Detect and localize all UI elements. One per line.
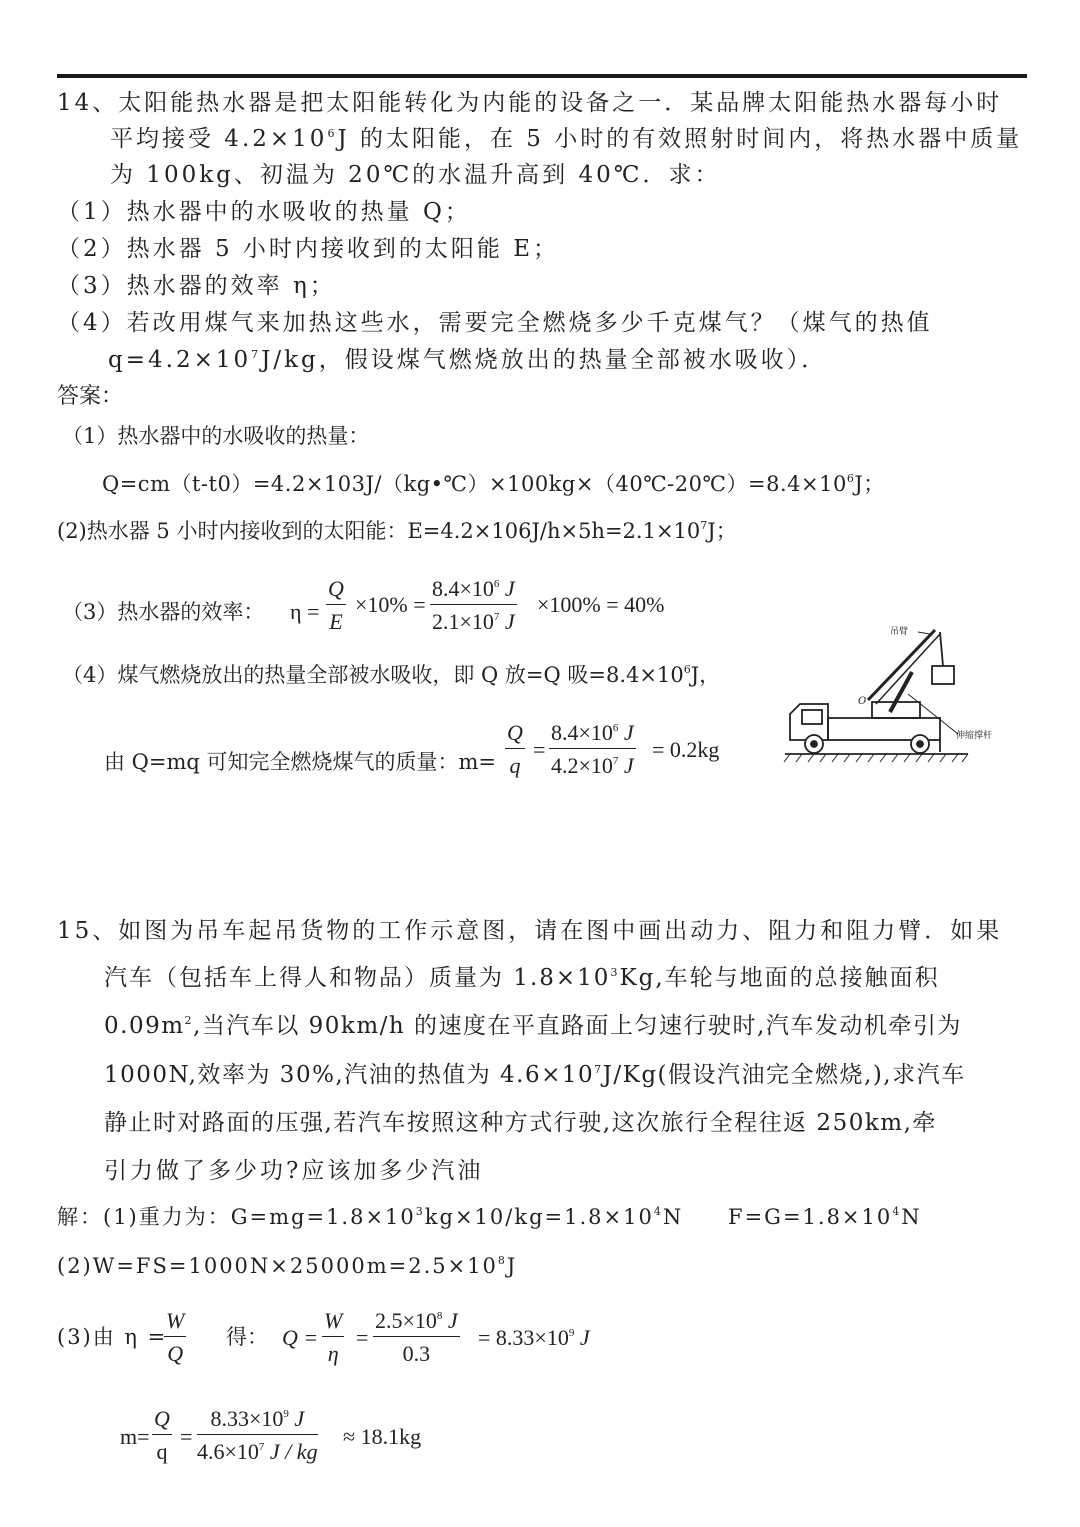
q14-line3: 为 100kg、初温为 20℃的水温升高到 40℃．求： xyxy=(110,162,721,188)
solution-4-fraction-values: $\frac{8.33\times 10^9 J}{4.6\times 10^7 J / kg}$ xyxy=(197,1406,318,1464)
solution-3-label: (3)由 η = xyxy=(57,1325,168,1349)
label-pivot: O xyxy=(858,696,867,707)
q14-line2: 平均接受 $4.2\times 10^6J$ 的太阳能，在 5 小时的有效照射时间内，将热水器中质量 xyxy=(110,126,1023,152)
solution-3-q: Q = xyxy=(282,1325,319,1350)
answer-4b-result: = 0.2kg xyxy=(652,737,720,762)
solution-1b: $F=G=1.8\times 10^4N$ xyxy=(728,1205,922,1229)
solution-3-fraction-w-eta: $\frac{W}{\eta}$ xyxy=(324,1308,343,1366)
solution-4-fraction-q: $\frac{Q}{q}$ xyxy=(154,1406,170,1464)
solution-3-fraction-values: $\frac{2.5\times 10^8 J}{0.3}$ xyxy=(375,1308,458,1366)
solution-2: $(2)W=FS=1000N\times 25000m=2.5\times 10^8J$ xyxy=(57,1254,518,1278)
solution-3-eq: = xyxy=(356,1325,369,1350)
answer-4b-fraction-values: $\frac{8.4\times 10^6 J}{4.2\times 10^7 J}$ xyxy=(551,720,634,778)
answer-1-formula: $Q=cm(t-t0)=4.2\times 103J/(kg•℃)\times 100kg\times(40℃-20℃)=8.4\times 10^6J$； xyxy=(102,472,885,496)
label-rod: 伸缩撑杆 xyxy=(956,731,993,741)
ground-hatch xyxy=(784,754,968,762)
solution-4-result: ≈ 18.1kg xyxy=(343,1424,422,1449)
answer-3-label: （3）热水器的效率： xyxy=(62,600,265,624)
cable xyxy=(940,632,943,666)
solution-3-de: 得： xyxy=(226,1325,268,1349)
support-rod xyxy=(890,672,912,712)
solution-3-result: = $8.33\times 10^9$ J xyxy=(478,1325,590,1350)
q15-line3: $0.09m^2$,当汽车以 90km/h 的速度在平直路面上匀速行驶时,汽车发动机牵引为 xyxy=(104,1013,962,1039)
answer-4b-label: 由 Q=mq 可知完全燃烧煤气的质量：m= xyxy=(104,750,497,774)
label-boom: 吊臂 xyxy=(890,627,909,637)
answer-4: （4）煤气燃烧放出的热量全部被水吸收，即 Q 放=Q 吸$=8.4\times 10^6J$， xyxy=(62,663,721,687)
answer-3-eta: η = xyxy=(290,599,320,624)
q15-line2: 汽车（包括车上得人和物品）质量为 $1.8\times 10^3Kg$,车轮与地面的总接触面积 xyxy=(104,965,940,991)
answer-3-mid: ×10% = xyxy=(355,592,426,617)
answer-4b-fraction-q: $\frac{Q}{q}$ xyxy=(507,720,523,778)
q14-sub4b: $q=4.2\times 10^7J/kg$，假设煤气燃烧放出的热量全部被水吸收）． xyxy=(108,347,828,373)
q14-sub4a: （4）若改用煤气来加热这些水，需要完全燃烧多少千克煤气？（煤气的热值 xyxy=(57,310,933,336)
load-block xyxy=(932,666,954,684)
top-rule xyxy=(57,74,1027,78)
solution-4-m: m= xyxy=(120,1424,150,1449)
cab-window xyxy=(802,710,822,724)
answer-2: (2)热水器 5 小时内接收到的太阳能：$E=4.2\times 106J/h\times 5h=2.1\times 10^7J$； xyxy=(57,519,737,543)
answer-label: 答案： xyxy=(57,384,124,409)
solution-4-eq: = xyxy=(180,1424,193,1449)
solution-3-fraction-w-q: $\frac{W}{Q}$ xyxy=(166,1308,185,1366)
answer-1-label: （1）热水器中的水吸收的热量： xyxy=(62,424,370,448)
answer-3-fraction-q-e: $\frac{Q}{E}$ xyxy=(328,576,344,634)
answer-4b-eq: = xyxy=(533,737,546,762)
q15-line4: 1000N,效率为 30%,汽油的热值为 $4.6\times 10^7J/Kg$(假设汽油完全燃烧,),求汽车 xyxy=(104,1062,966,1088)
q15-line1: 15、如图为吊车起吊货物的工作示意图，请在图中画出动力、阻力和阻力臂．如果 xyxy=(57,918,1003,944)
answer-3-fraction-values: $\frac{8.4\times 10^6 J}{2.1\times 10^7 J}$ xyxy=(432,576,515,634)
q15-line6: 引力做了多少功?应该加多少汽油 xyxy=(104,1158,484,1184)
crane-truck-figure xyxy=(780,622,1010,764)
answer-3-result: ×100% = 40% xyxy=(537,592,665,617)
q14-sub1: （1）热水器中的水吸收的热量 Q； xyxy=(57,199,471,225)
q14-sub2: （2）热水器 5 小时内接收到的太阳能 E； xyxy=(57,236,559,262)
q15-line5: 静止时对路面的压强,若汽车按照这种方式行驶,这次旅行全程往返 250km,牵 xyxy=(104,1110,937,1136)
q14-line1: 14、太阳能热水器是把太阳能转化为内能的设备之一．某品牌太阳能热水器每小时 xyxy=(57,90,1003,116)
q14-sub3: （3）热水器的效率 η； xyxy=(57,273,336,299)
solution-1a: 解：(1)重力为：$G=mg=1.8\times 10^3kg\times 10/kg=1.8\times 10^4N$ xyxy=(57,1205,684,1229)
